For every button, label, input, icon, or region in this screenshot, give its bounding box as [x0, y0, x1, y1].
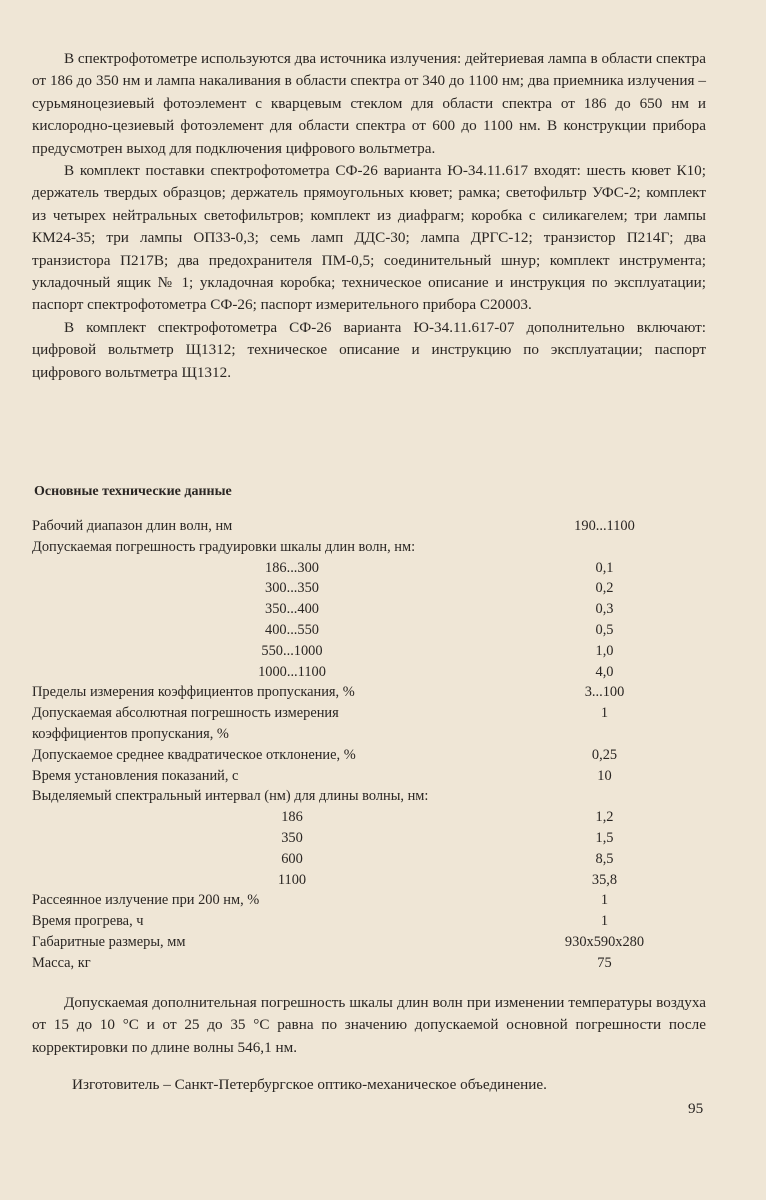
calib-range: 1000...1100 — [258, 663, 326, 680]
spec-row — [32, 682, 722, 703]
calib-range: 350...400 — [265, 601, 319, 618]
calib-value: 0,2 — [595, 580, 614, 597]
spec-row — [32, 953, 722, 974]
spec-value: 3...100 — [584, 684, 625, 701]
paragraph-temperature: Допускаемая дополнительная погрешность шкалы длин волн при изменении температуры воздуха от 15 до 10 °С и от 25 до 35 °С равна по значению допускаемой основной погрешности после корректировки по длине волны 546,1 нм. — [32, 994, 706, 1056]
outro-text — [32, 992, 706, 1059]
calib-row — [32, 558, 722, 579]
spec-value: 1 — [600, 892, 609, 909]
spec-value: 0,25 — [591, 746, 618, 763]
spec-label: Время установления показаний, с — [32, 767, 239, 784]
spec-value: 1 — [600, 913, 609, 930]
interval-value: 1,5 — [595, 829, 614, 846]
spec-row — [32, 890, 722, 911]
spec-value: 10 — [597, 767, 612, 784]
spec-row — [32, 537, 722, 558]
manufacturer-line: Изготовитель – Санкт-Петербургское оптико-механическое объединение. — [72, 1076, 547, 1093]
spec-row — [32, 724, 722, 745]
interval-row — [32, 828, 722, 849]
spec-label: Допускаемое среднее квадратическое отклонение, % — [32, 746, 356, 763]
spec-label: Время прогрева, ч — [32, 913, 144, 930]
interval-row — [32, 807, 722, 828]
interval-value: 1,2 — [595, 809, 614, 826]
spec-row — [32, 911, 722, 932]
spec-value: 930x590x280 — [564, 933, 645, 950]
spec-label: Допускаемая погрешность градуировки шкалы длин волн, нм: — [32, 538, 416, 555]
section-title: Основные технические данные — [34, 484, 232, 499]
calib-row — [32, 599, 722, 620]
spec-row — [32, 766, 722, 787]
interval-wavelength: 186 — [281, 809, 303, 826]
interval-row — [32, 849, 722, 870]
calib-range: 550...1000 — [261, 642, 323, 659]
calib-range: 400...550 — [265, 621, 319, 638]
calib-value: 0,5 — [595, 621, 614, 638]
spec-label: Выделяемый спектральный интервал (нм) для длины волны, нм: — [32, 788, 429, 805]
spec-value: 1 — [600, 705, 609, 722]
calib-row — [32, 620, 722, 641]
interval-value: 35,8 — [591, 871, 618, 888]
specs-table — [32, 516, 722, 974]
interval-wavelength: 600 — [281, 850, 303, 867]
interval-wavelength: 350 — [281, 829, 303, 846]
interval-value: 8,5 — [595, 850, 614, 867]
spec-row — [32, 703, 722, 724]
spec-label-cont: коэффициентов пропускания, % — [32, 725, 229, 742]
calib-value: 1,0 — [595, 642, 614, 659]
calib-row — [32, 578, 722, 599]
spec-label: Габаритные размеры, мм — [32, 933, 186, 950]
calib-value: 0,3 — [595, 601, 614, 618]
spec-row — [32, 516, 722, 537]
paragraph-delivery-set: В комплект поставки спектрофотометра СФ-26 варианта Ю-34.11.617 входят: шесть кювет К10; держатель твердых образцов; держатель прямоугольных кювет; рамка; светофильтр УФС-2; комплект из четырех нейтральных светофильтров; комплект из диафрагм; коробка с силикагелем; три лампы КМ24-35; три лампы ОП33-0,3; семь ламп ДДС-30; лампа ДРГС-12; транзистор П214Г; два транзистора П217В; два предохранителя ПМ-0,5; соединительный шнур; комплект инструмента; укладочный ящик № 1; укладочная коробка; техническое описание и инструкция по эксплуатации; паспорт спектрофотометра СФ-26; паспорт измерительного прибора С20003. — [32, 162, 706, 314]
spec-label: Рабочий диапазон длин волн, нм — [32, 518, 233, 534]
intro-text — [32, 48, 706, 384]
interval-wavelength: 1100 — [277, 871, 307, 888]
calib-range: 186...300 — [265, 559, 319, 576]
page-number: 95 — [688, 1100, 704, 1117]
spec-label: Допускаемая абсолютная погрешность измерения — [32, 705, 339, 722]
calib-value: 0,1 — [595, 559, 614, 576]
spec-value: 190...1100 — [574, 518, 635, 534]
calib-value: 4,0 — [595, 663, 614, 680]
spec-row — [32, 932, 722, 953]
spec-row — [32, 745, 722, 766]
spec-row — [32, 786, 722, 807]
interval-row — [32, 870, 722, 891]
calib-row — [32, 662, 722, 683]
spec-value: 75 — [597, 954, 612, 971]
spec-label: Масса, кг — [32, 954, 91, 971]
spec-label: Пределы измерения коэффициентов пропускания, % — [32, 684, 355, 701]
calib-range: 300...350 — [265, 580, 319, 597]
spec-label: Рассеянное излучение при 200 нм, % — [32, 892, 260, 909]
paragraph-variant-07: В комплект спектрофотометра СФ-26 варианта Ю-34.11.617-07 дополнительно включают: цифровой вольтметр Щ1312; техническое описание и инструкцию по эксплуатации; паспорт цифрового вольтметра Щ1312. — [32, 318, 706, 381]
calib-row — [32, 641, 722, 662]
paragraph-sources: В спектрофотометре используются два источника излучения: дейтериевая лампа в области спектра от 186 до 350 нм и лампа накаливания в области спектра от 340 до 1100 нм; два приемника излучения – сурьмяноцезиевый фотоэлемент с кварцевым стеклом для области спектра от 186 до 650 нм и кислородно-цезиевый фотоэлемент для области спектра от 600 до 1100 нм. В конструкции прибора предусмотрен выход для подключения цифрового вольтметра. — [32, 50, 706, 157]
